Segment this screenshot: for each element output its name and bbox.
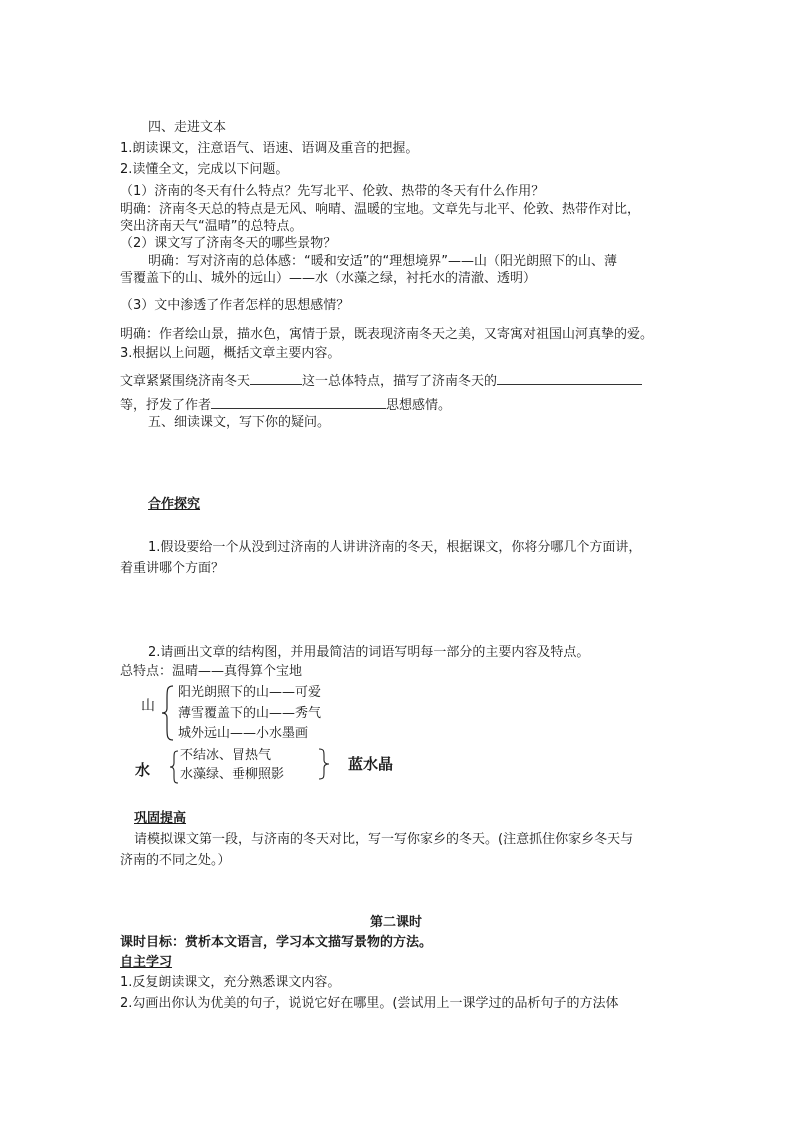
- diagram-summary: 蓝水晶: [348, 755, 394, 773]
- water-label: 水: [135, 761, 151, 779]
- mountain-item-2: 薄雪覆盖下的山——秀气: [178, 706, 322, 721]
- question-1: （1）济南的冬天有什么特点？先写北平、伦敦、热带的冬天有什么作用？: [120, 184, 545, 199]
- mountain-item-3: 城外远山——小水墨画: [178, 726, 309, 741]
- mountain-label: 山: [141, 698, 155, 714]
- consolidate-line2: 济南的不同之处。）: [120, 853, 231, 868]
- question-2: （2）课文写了济南冬天的哪些景物？: [120, 236, 337, 251]
- water-item-1: 不结冰、冒热气: [180, 748, 272, 763]
- blank-feature[interactable]: [250, 371, 302, 385]
- mountain-brace-icon: [160, 684, 176, 742]
- coop-question-1-line1: 1.假设要给一个从没到过济南的人讲讲济南的冬天，根据课文，你将分哪几个方面讲，: [148, 540, 642, 555]
- self-study-heading: 自主学习: [120, 955, 173, 970]
- water-item-2: 水藻绿、垂柳照影: [180, 767, 285, 782]
- answer-3: 明确：作者绘山景，描水色，寓情于景，既表现济南冬天之美，又寄寓对祖国山河真挚的爱。: [120, 327, 654, 342]
- answer-2-line1: 明确：写对济南的总体感：“暖和安适”的“理想境界”——山（阳光朗照下的山、薄: [148, 254, 617, 269]
- fill-blank-line1: [120, 371, 642, 390]
- section4-item1: 1.朗读课文，注意语气、语速、语调及重音的把握。: [120, 141, 419, 156]
- coop-question-1-line2: 着重讲哪个方面？: [120, 561, 225, 576]
- fill-text-d: 思想感情。: [386, 398, 452, 413]
- right-brace-icon: [317, 748, 331, 780]
- section5-title: 五、细读课文，写下你的疑问。: [148, 415, 331, 430]
- blank-scenery[interactable]: [497, 371, 642, 385]
- fill-text-a: 文章紧紧围绕济南冬天: [120, 374, 251, 389]
- fill-blank-line2: [120, 395, 451, 414]
- mountain-item-1: 阳光朗照下的山——可爱: [178, 685, 322, 700]
- water-left-brace-icon: [168, 750, 180, 784]
- fill-text-c: 等，抒发了作者: [120, 398, 212, 413]
- question-3: （3）文中渗透了作者怎样的思想感情？: [120, 298, 350, 313]
- coop-question-2: 2.请画出文章的结构图，并用最简洁的词语写明每一部分的主要内容及特点。: [148, 645, 590, 660]
- diagram-overall: 总特点：温晴——真得算个宝地: [120, 664, 303, 679]
- answer-1-line2: 突出济南天气“温晴”的总特点。: [120, 219, 303, 234]
- answer-1-line1: 明确：济南冬天总的特点是无风、响晴、温暖的宝地。文章先与北平、伦敦、热带作对比，: [120, 202, 641, 217]
- blank-emotion[interactable]: [211, 395, 386, 409]
- section4-title: 四、走进文本: [148, 120, 227, 135]
- lesson2-title: 第二课时: [370, 915, 423, 930]
- fill-text-b: 这一总体特点，描写了济南冬天的: [302, 374, 498, 389]
- lesson2-item1: 1.反复朗读课文，充分熟悉课文内容。: [120, 975, 341, 990]
- answer-2-line2: 雪覆盖下的山、城外的远山）——水（水藻之绿，衬托水的清澈、透明）: [120, 271, 537, 286]
- consolidate-line1: 请模拟课文第一段，与济南的冬天对比，写一写你家乡的冬天。(注意抓住你家乡冬天与: [134, 832, 634, 847]
- coop-heading: 合作探究: [148, 497, 201, 512]
- lesson2-goal: 课时目标：赏析本文语言，学习本文描写景物的方法。: [120, 935, 433, 950]
- section4-item3: 3.根据以上问题，概括文章主要内容。: [120, 346, 341, 361]
- lesson2-item2: 2.勾画出你认为优美的句子，说说它好在哪里。(尝试用上一课学过的品析句子的方法体: [120, 996, 619, 1011]
- consolidate-heading: 巩固提高: [134, 811, 187, 826]
- section4-item2: 2.读懂全文，完成以下问题。: [120, 162, 289, 177]
